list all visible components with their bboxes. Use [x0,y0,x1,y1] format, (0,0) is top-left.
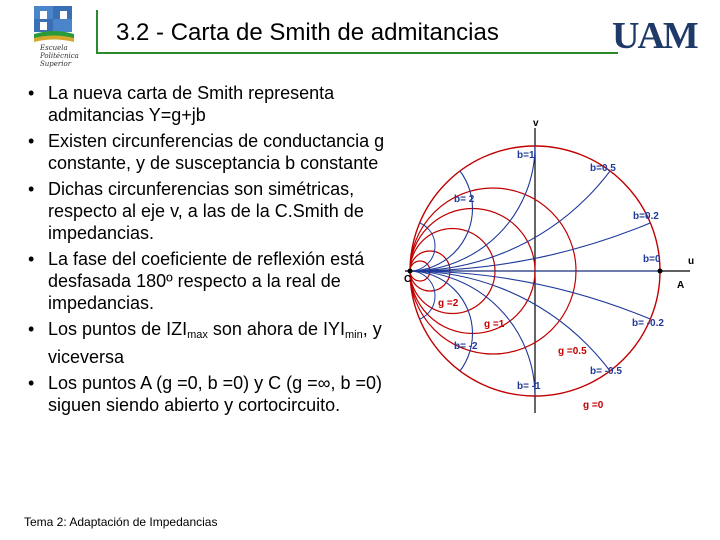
bullet-subscript: min [344,329,363,341]
uam-logo [612,15,697,57]
title-divider [96,52,618,54]
bullet-item [24,318,389,368]
axis-u-label: u [688,256,695,267]
label-g1: g =1 [484,319,505,330]
arc-bm2 [390,271,473,396]
bullet-text: Los puntos de IZI [48,319,188,339]
label-g05: g =0.5 [558,346,587,357]
smith-chart-graphic [390,108,720,428]
bullet-text: son ahora de IYI [207,319,345,339]
label-b1: b=1 [517,150,535,161]
label-b05: b=0.5 [590,163,616,174]
uam-logo-text: UAM [612,15,697,57]
bullet-subscript: max [187,329,208,341]
smith-chart-admittance [390,108,720,428]
title-divider-vertical [96,10,98,53]
bullet-item: • Existen circunferencias de conductancia g constante, y de susceptancia b constante [24,130,389,174]
logo-emblem-icon [32,6,76,42]
bullet-text: , y viceversa [48,319,382,367]
point-c-label: C [404,274,412,285]
bullet-item: • La nueva carta de Smith representa admitancias Y=g+jb [24,82,389,126]
axis-v-label: v [533,118,539,129]
logo-caption: Escuela Politécnica Superior [40,44,79,68]
label-b2: b= 2 [454,194,475,205]
bullet-item: • Los puntos A (g =0, b =0) y C (g =∞, b =0) siguen siendo abierto y cortocircuito. [24,372,389,416]
label-bm2: b= -2 [454,341,478,352]
bullet-list [24,82,389,420]
university-logo [22,6,86,68]
bullet-item: • Dichas circunferencias son simétricas, respecto al eje v, a las de la C.Smith de impedancias. [24,178,389,244]
bullet-item: • La fase del coeficiente de reflexión está desfasada 180º respecto a la real de impedancias. [24,248,389,314]
label-bm1: b= -1 [517,381,541,392]
point-a-marker [658,269,663,274]
point-c-marker [408,269,413,274]
label-bm02: b= -0.2 [632,318,664,329]
label-g0: g =0 [583,400,604,411]
footer-text: Tema 2: Adaptación de Impedancias [24,515,218,529]
label-b0: b=0 [643,254,661,265]
arc-b2 [390,146,473,271]
slide-title: 3.2 - Carta de Smith de admitancias [116,19,499,46]
arc-bm02 [390,271,720,428]
point-a-label: A [677,280,685,291]
arc-bm05 [390,271,660,428]
label-b02: b=0.2 [633,211,659,222]
arc-b05 [390,108,660,271]
label-g2: g =2 [438,298,459,309]
label-bm05: b= -0.5 [590,366,622,377]
